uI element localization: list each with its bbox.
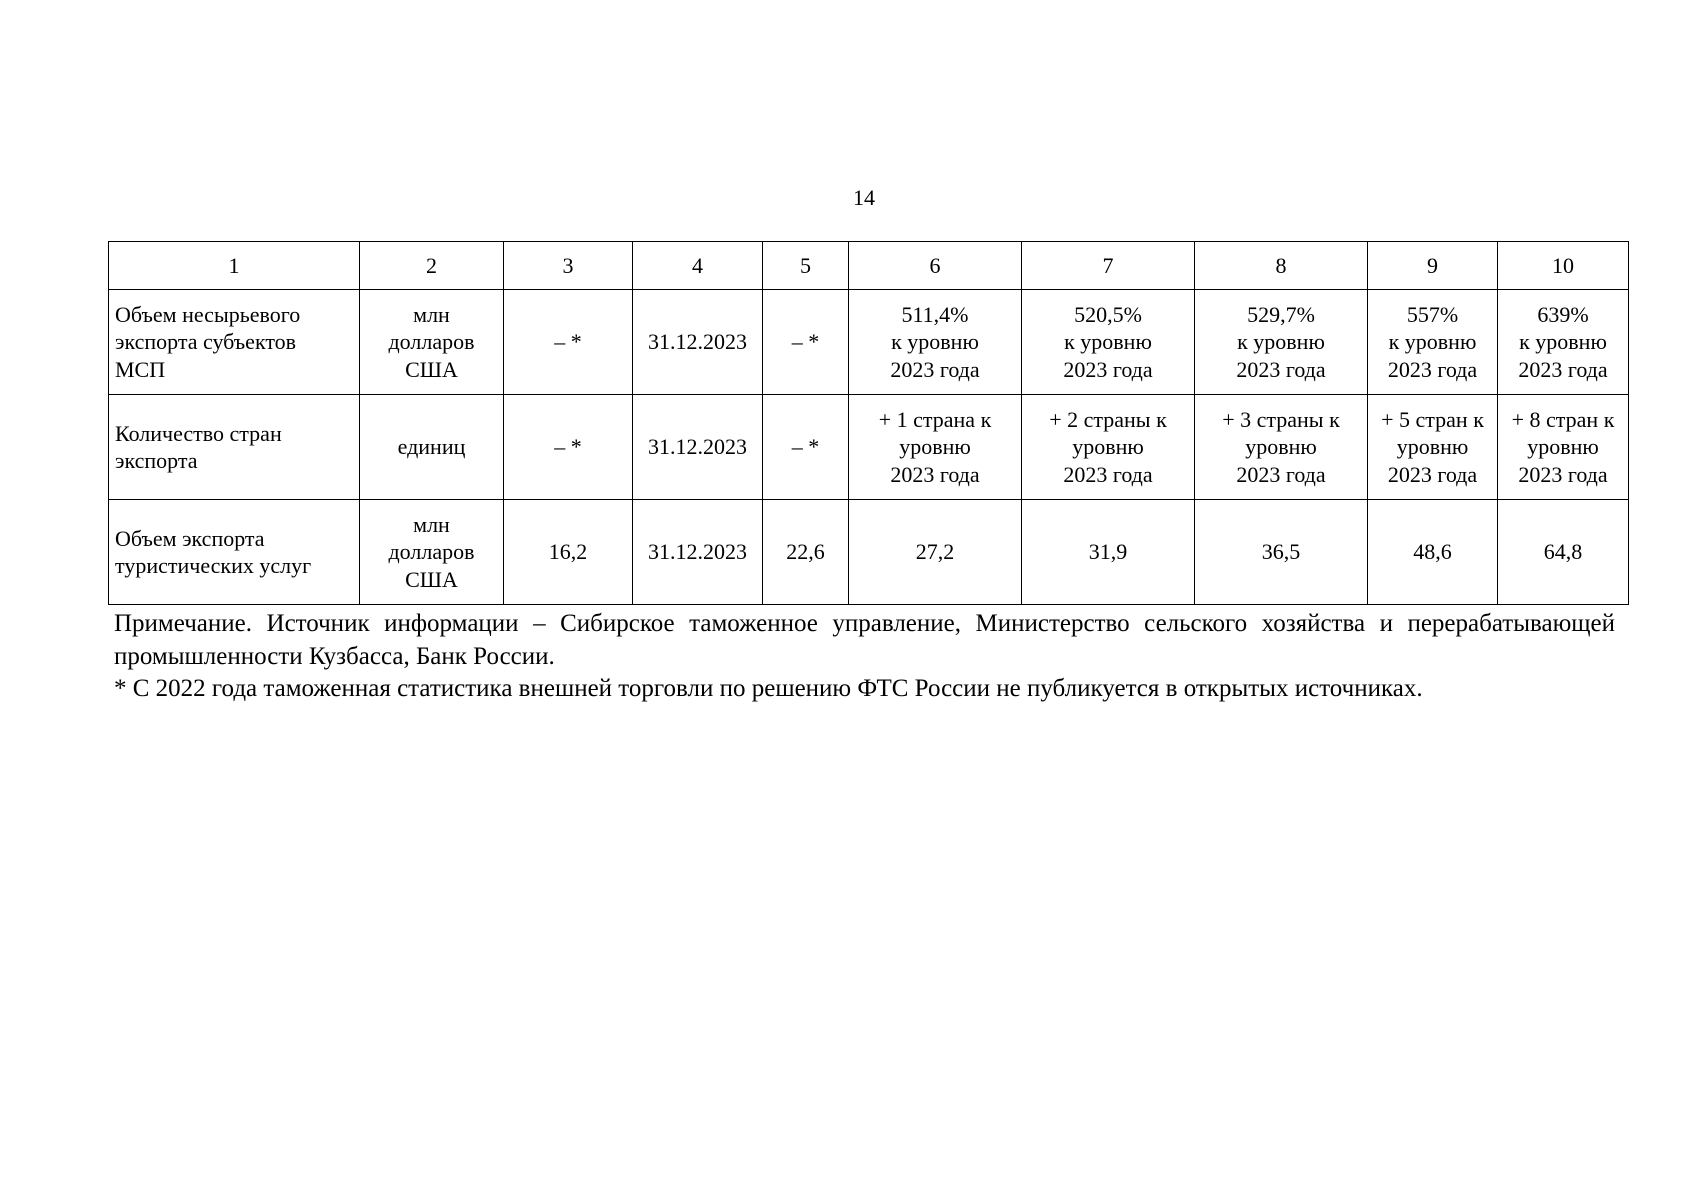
column-number-header: 3 [504, 242, 633, 290]
value-cell: + 1 страна к уровню 2023 года [849, 395, 1022, 500]
unit-cell: млн долларов США [360, 500, 504, 605]
page-number: 14 [853, 185, 875, 210]
column-number-header: 9 [1368, 242, 1498, 290]
value-cell: + 3 страны к уровню 2023 года [1195, 395, 1368, 500]
value-cell: 529,7% к уровню 2023 года [1195, 290, 1368, 395]
date-cell: 31.12.2023 [633, 395, 763, 500]
value-cell: + 5 стран к уровню 2023 года [1368, 395, 1498, 500]
indicator-name-cell: Количество стран экспорта [109, 395, 360, 500]
indicator-name-cell: Объем экспорта туристических услуг [109, 500, 360, 605]
source-note: Примечание. Источник информации – Сибирское таможенное управление, Министерство сельского хозяйства и перерабатывающей промышленности Кузбасса, Банк России. [114, 610, 1615, 670]
value-cell: 511,4% к уровню 2023 года [849, 290, 1022, 395]
column-number-header: 8 [1195, 242, 1368, 290]
value-cell: 27,2 [849, 500, 1022, 605]
value-cell: 22,6 [763, 500, 849, 605]
date-cell: 31.12.2023 [633, 500, 763, 605]
date-cell: 31.12.2023 [633, 290, 763, 395]
value-cell: – * [504, 290, 633, 395]
column-number-header: 4 [633, 242, 763, 290]
value-cell: 64,8 [1498, 500, 1629, 605]
value-cell: + 2 страны к уровню 2023 года [1022, 395, 1195, 500]
value-cell: 16,2 [504, 500, 633, 605]
column-number-header: 2 [360, 242, 504, 290]
unit-cell: единиц [360, 395, 504, 500]
column-number-header: 1 [109, 242, 360, 290]
value-cell: – * [763, 395, 849, 500]
value-cell: 31,9 [1022, 500, 1195, 605]
value-cell: 520,5% к уровню 2023 года [1022, 290, 1195, 395]
table-header-row [109, 242, 1629, 290]
indicator-name-cell: Объем несырьевого экспорта субъектов МСП [109, 290, 360, 395]
value-cell: 639% к уровню 2023 года [1498, 290, 1629, 395]
value-cell: 36,5 [1195, 500, 1368, 605]
unit-cell: млн долларов США [360, 290, 504, 395]
value-cell: 557% к уровню 2023 года [1368, 290, 1498, 395]
table-row [109, 290, 1629, 395]
value-cell: – * [763, 290, 849, 395]
value-cell: 48,6 [1368, 500, 1498, 605]
column-number-header: 5 [763, 242, 849, 290]
indicators-table [108, 241, 1629, 605]
table-notes [114, 608, 1615, 706]
value-cell: – * [504, 395, 633, 500]
asterisk-footnote: * С 2022 года таможенная статистика внешней торговли по решению ФТС России не публикуется в открытых источниках. [114, 675, 1423, 702]
column-number-header: 6 [849, 242, 1022, 290]
column-number-header: 10 [1498, 242, 1629, 290]
column-number-header: 7 [1022, 242, 1195, 290]
value-cell: + 8 стран к уровню 2023 года [1498, 395, 1629, 500]
table-row [109, 395, 1629, 500]
table-row [109, 500, 1629, 605]
